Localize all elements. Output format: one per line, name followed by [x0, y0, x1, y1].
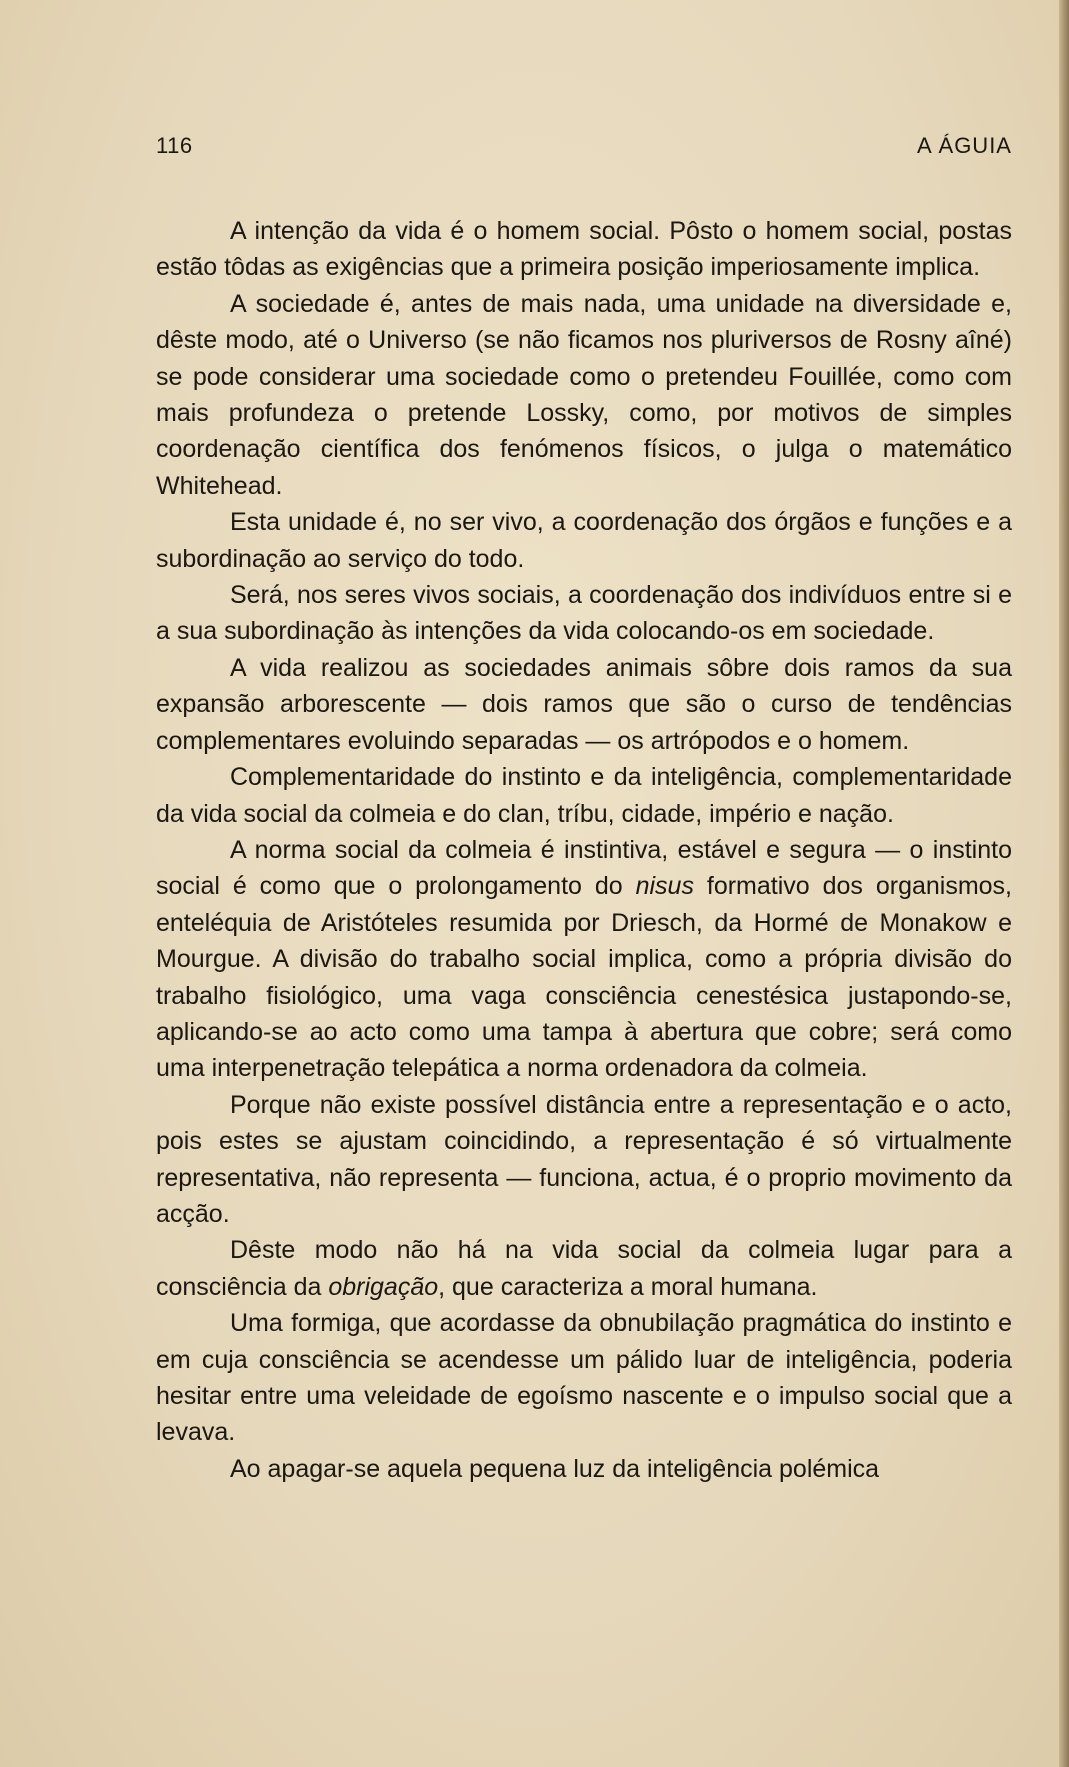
paragraph-4	[156, 577, 1012, 650]
running-title: A ÁGUIA	[916, 133, 1012, 158]
paragraph-text: Esta unidade é, no ser vivo, a coordenação dos órgãos e funções e a subordinação ao serviço do todo.	[156, 508, 1012, 573]
paragraph-text: Dêste modo não há na vida social da colmeia lugar para a consciência da	[156, 1236, 1012, 1301]
paragraph-2	[156, 286, 1012, 504]
paragraph-6	[156, 759, 1012, 832]
paragraph-text: Será, nos seres vivos sociais, a coordenação dos indivíduos entre si e a sua subordinação às intenções da vida colocando-os em sociedade.	[156, 581, 1012, 646]
running-header	[156, 133, 1012, 167]
paragraph-text: A intenção da vida é o homem social. Pôsto o homem social, postas estão tôdas as exigências que a primeira posição imperiosamente implica.	[156, 217, 1012, 282]
paragraph-text: Complementaridade do instinto e da inteligência, complementaridade da vida social da colmeia e do clan, tríbu, cidade, império e nação.	[156, 763, 1012, 828]
paragraph-text: Ao apagar-se aquela pequena luz da inteligência polémica	[230, 1454, 880, 1483]
paragraph-text: formativo dos organismos, enteléquia de Aristóteles resumida por Driesch, da Hormé de Monakow e Mourgue. A divisão do trabalho social implica, como a própria divisão do trabalho fisiológico, uma vaga consciência cenestésica justapondo-se, aplicando-se ao acto como uma tampa à abertura que cobre; será como uma interpenetração telepática a norma ordenadora da colmeia.	[156, 872, 1013, 1083]
paragraph-1	[156, 213, 1012, 286]
paragraph-text: Uma formiga, que acordasse da obnubilação pragmática do instinto e em cuja consciência se acendesse um pálido luar de inteligência, poderia hesitar entre uma veleidade de egoísmo nascente e o impulso social que a levava.	[156, 1309, 1012, 1447]
italic-term-nisus: nisus	[635, 872, 694, 901]
page-edge	[1059, 0, 1069, 1767]
paragraph-text: A norma social da colmeia é instintiva, estável e segura — o instinto social é como que o prolongamento do	[156, 835, 1012, 901]
paragraph-text: , que caracteriza a moral humana.	[438, 1272, 818, 1301]
paragraph-9	[156, 1232, 1012, 1305]
paragraph-10	[156, 1305, 1012, 1451]
paragraph-text: Porque não existe possível distância entre a representação e o acto, pois estes se ajustam coincidindo, a representação é só virtualmente representativa, não representa — funciona, actua, é o proprio movimento da acção.	[156, 1090, 1012, 1228]
paragraph-text: A sociedade é, antes de mais nada, uma unidade na diversidade e, dêste modo, até o Universo (se não ficamos nos pluriversos de Rosny aîné) se pode considerar uma sociedade como o pretendeu Fouillée, como com mais profundeza o pretende Lossky, como, por motivos de simples coordenação científica dos fenómenos físicos, o julga o matemático Whitehead.	[156, 289, 1012, 500]
paragraph-7	[156, 832, 1012, 1087]
paragraph-5	[156, 650, 1012, 759]
paragraph-text: A vida realizou as sociedades animais sôbre dois ramos da sua expansão arborescente — dois ramos que são o curso de tendências complementares evoluindo separadas — os artrópodos e o homem.	[156, 653, 1012, 755]
paragraph-3	[156, 504, 1012, 577]
page-number: 116	[156, 133, 193, 158]
paragraph-8	[156, 1087, 1012, 1233]
paragraph-11	[156, 1451, 1012, 1487]
body-text	[156, 213, 1012, 1487]
italic-term-obrigacao: obrigação	[328, 1272, 439, 1301]
